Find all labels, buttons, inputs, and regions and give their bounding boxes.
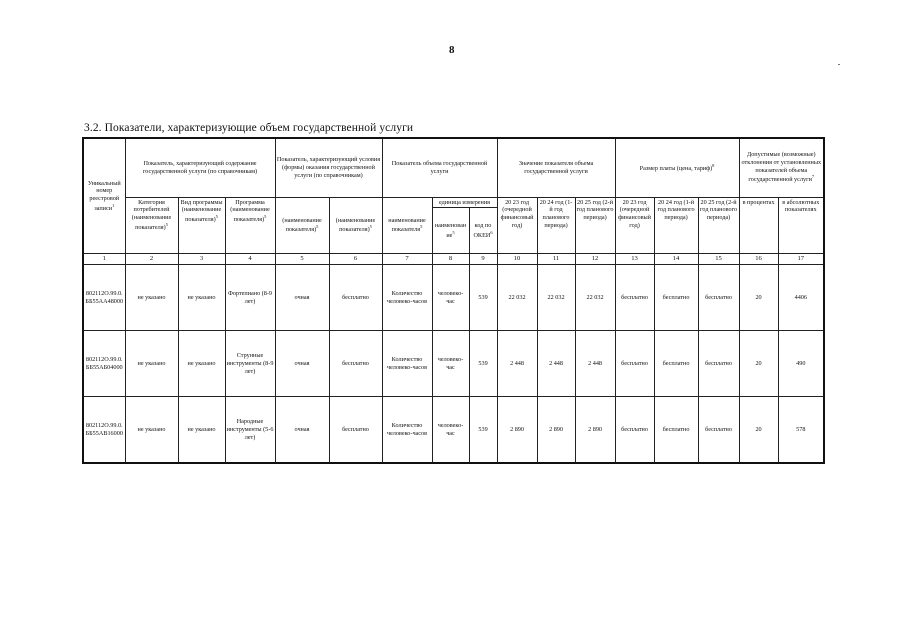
header-fee-2023: 20 23 год (очередной финансовый год): [615, 197, 654, 254]
header-deviation-group: Допустимые (возможные) отклонения от установленных показателей объема государственной услуги$^7$: [739, 138, 824, 197]
header-program: Программа (наименование показателя)$^5$: [225, 197, 275, 254]
header-content-group: Показатель, характеризующий содержание государственной услуги (по справочникам): [125, 138, 275, 197]
column-number: 4: [225, 254, 275, 265]
column-number: 2: [125, 254, 178, 265]
volume-indicators-table: [82, 137, 825, 464]
cell-fee-2024: бесплатно: [654, 265, 698, 331]
header-program-type: Вид программы (наименование показателя)$^5$: [178, 197, 225, 254]
header-fee-2025: 20 25 год (2-й год планового периода): [698, 197, 739, 254]
cell-indicator: Количество человеко-часов: [382, 331, 432, 397]
cell-fee-2025: бесплатно: [698, 265, 739, 331]
cell-fee-2023: бесплатно: [615, 265, 654, 331]
cell-program-type: не указано: [178, 265, 225, 331]
cell-okei: 539: [469, 265, 497, 331]
header-absolute: в абсолютных показателях: [778, 197, 824, 254]
cell-form: очная: [275, 331, 329, 397]
header-year-2023: 20 23 год (очередной финансовый год): [497, 197, 537, 254]
cell-fee-2023: бесплатно: [615, 397, 654, 463]
cell-consumer: не указано: [125, 397, 178, 463]
column-numbers-row: [83, 254, 824, 265]
cell-okei: 539: [469, 397, 497, 463]
cell-value-2023: 22 032: [497, 265, 537, 331]
cell-value-2023: 2 448: [497, 331, 537, 397]
header-value-group: Значение показателя объема государственной услуги: [497, 138, 615, 197]
cell-form: очная: [275, 265, 329, 331]
header-volume-group: Показатель объема государственной услуги: [382, 138, 497, 197]
column-number: 16: [739, 254, 778, 265]
header-okei-code: код по ОКЕИ$^6$: [469, 208, 497, 254]
cell-cond2: бесплатно: [329, 397, 382, 463]
header-percent: в процентах: [739, 197, 778, 254]
cell-percent: 20: [739, 397, 778, 463]
column-number: 17: [778, 254, 824, 265]
cell-fee-2025: бесплатно: [698, 331, 739, 397]
cell-value-2025: 22 032: [575, 265, 615, 331]
header-registry-number: Уникальный номер реестровой записи$^1$: [83, 138, 125, 254]
cell-absolute: 4406: [778, 265, 824, 331]
header-unit-group: единица измерения: [432, 197, 497, 208]
column-number: 6: [329, 254, 382, 265]
column-number: 9: [469, 254, 497, 265]
cell-indicator: Количество человеко-часов: [382, 397, 432, 463]
column-number: 11: [537, 254, 575, 265]
header-conditions-group: Показатель, характеризующий условия (формы) оказания государственной услуги (по справочникам): [275, 138, 382, 197]
cell-percent: 20: [739, 331, 778, 397]
column-number: 8: [432, 254, 469, 265]
column-number: 3: [178, 254, 225, 265]
cell-cond2: бесплатно: [329, 331, 382, 397]
header-condition-2: (наименование показателя)$^5$: [329, 197, 382, 254]
column-number: 13: [615, 254, 654, 265]
cell-program: Народные инструменты (5-6 лет): [225, 397, 275, 463]
cell-fee-2024: бесплатно: [654, 331, 698, 397]
header-year-2024: 20 24 год (1-й год планового периода): [537, 197, 575, 254]
cell-consumer: не указано: [125, 265, 178, 331]
page-number: 8: [449, 44, 455, 56]
header-fee-group: Размер платы (цена, тариф)$^8$: [615, 138, 739, 197]
column-number: 12: [575, 254, 615, 265]
header-fee-2024: 20 24 год (1-й год планового периода): [654, 197, 698, 254]
header-consumer-category: Категория потребителей (наименование показателя)$^5$: [125, 197, 178, 254]
column-number: 7: [382, 254, 432, 265]
header-year-2025: 20 25 год (2-й год планового периода): [575, 197, 615, 254]
cell-value-2024: 2 890: [537, 397, 575, 463]
column-number: 10: [497, 254, 537, 265]
cell-cond2: бесплатно: [329, 265, 382, 331]
cell-okei: 539: [469, 331, 497, 397]
table-row: [83, 265, 824, 331]
column-number: 14: [654, 254, 698, 265]
cell-unit: человеко-час: [432, 331, 469, 397]
table-row: [83, 331, 824, 397]
cell-fee-2023: бесплатно: [615, 331, 654, 397]
cell-program: Фортепиано (8-9 лет): [225, 265, 275, 331]
cell-value-2025: 2 448: [575, 331, 615, 397]
cell-value-2024: 2 448: [537, 331, 575, 397]
cell-absolute: 578: [778, 397, 824, 463]
cell-absolute: 490: [778, 331, 824, 397]
scan-speck: [838, 64, 840, 65]
column-number: 5: [275, 254, 329, 265]
cell-registry: 802112О.99.0.ББ55АБ04000: [83, 331, 125, 397]
cell-unit: человеко-час: [432, 265, 469, 331]
cell-value-2024: 22 032: [537, 265, 575, 331]
header-indicator-name: наименование показателя$^5$: [382, 197, 432, 254]
cell-value-2025: 2 890: [575, 397, 615, 463]
section-title: 3.2. Показатели, характеризующие объем государственной услуги: [84, 122, 414, 134]
header-unit-name: наименование$^5$: [432, 208, 469, 254]
cell-form: очная: [275, 397, 329, 463]
table-row: [83, 397, 824, 463]
cell-fee-2025: бесплатно: [698, 397, 739, 463]
cell-fee-2024: бесплатно: [654, 397, 698, 463]
cell-registry: 802112О.99.0.ББ55АВ16000: [83, 397, 125, 463]
cell-unit: человеко-час: [432, 397, 469, 463]
cell-percent: 20: [739, 265, 778, 331]
cell-program-type: не указано: [178, 397, 225, 463]
cell-program-type: не указано: [178, 331, 225, 397]
cell-consumer: не указано: [125, 331, 178, 397]
cell-program: Струнные инструменты (8-9 лет): [225, 331, 275, 397]
header-condition-1: (наименование показателя)$^5$: [275, 197, 329, 254]
column-number: 1: [83, 254, 125, 265]
cell-indicator: Количество человеко-часов: [382, 265, 432, 331]
column-number: 15: [698, 254, 739, 265]
cell-registry: 802112О.99.0.ББ55АА48000: [83, 265, 125, 331]
cell-value-2023: 2 890: [497, 397, 537, 463]
